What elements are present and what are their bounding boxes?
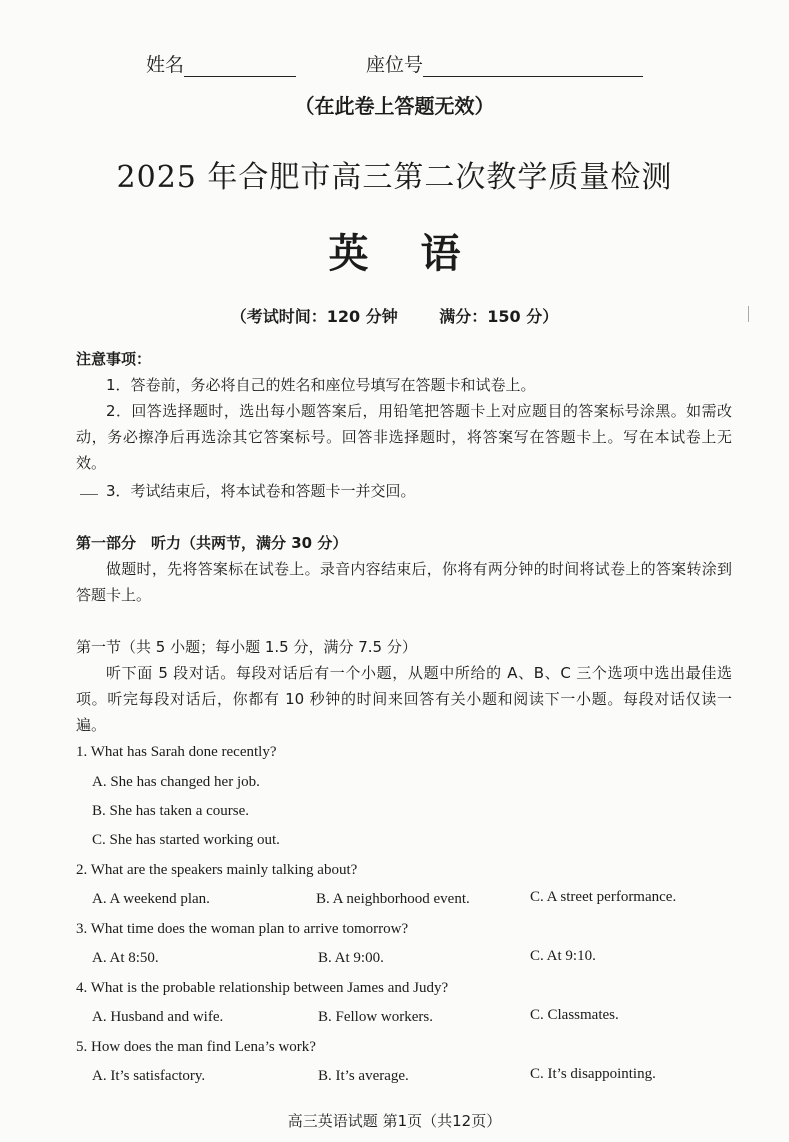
question-4-option-b: B. Fellow workers. xyxy=(318,1009,433,1025)
question-3-option-b: B. At 9:00. xyxy=(318,950,384,966)
question-4-stem: 4. What is the probable relationship between James and Judy? xyxy=(76,980,449,996)
question-4-option-c: C. Classmates. xyxy=(530,1007,619,1023)
question-3-option-a: A. At 8:50. xyxy=(92,950,159,966)
question-3-option-c: C. At 9:10. xyxy=(530,948,596,964)
subject-title: 英语 xyxy=(328,231,513,277)
question-2-option-c: C. A street performance. xyxy=(530,889,677,905)
question-3-stem: 3. What time does the woman plan to arrive tomorrow? xyxy=(76,921,409,937)
name-label: 姓名 xyxy=(145,54,184,76)
question-2-option-a: A. A weekend plan. xyxy=(92,891,210,907)
question-5-stem: 5. How does the man find Lena’s work? xyxy=(76,1039,316,1055)
question-1-option-c: C. She has started working out. xyxy=(92,832,280,848)
question-1-stem: 1. What has Sarah done recently? xyxy=(76,744,277,760)
student-info-line xyxy=(0,50,789,77)
seat-label: 座位号 xyxy=(366,54,424,76)
exam-time: （考试时间：120 分钟 xyxy=(230,307,398,326)
seat-field[interactable] xyxy=(423,56,643,77)
notice-heading: 注意事项： xyxy=(76,350,152,368)
margin-dash xyxy=(80,494,98,495)
exam-score: 满分：150 分） xyxy=(439,307,559,326)
scan-mark xyxy=(748,306,749,322)
part1-heading: 第一部分 听力（共两节，满分 30 分） xyxy=(76,534,348,552)
question-5-option-c: C. It’s disappointing. xyxy=(530,1066,656,1082)
question-1-option-b: B. She has taken a course. xyxy=(92,803,250,819)
name-field[interactable] xyxy=(184,56,296,77)
notice-item-1: 1．答卷前，务必将自己的姓名和座位号填写在答题卡和试卷上。 xyxy=(106,376,536,394)
invalid-note: （在此卷上答题无效） xyxy=(294,94,495,118)
question-5-option-a: A. It’s satisfactory. xyxy=(92,1068,206,1084)
question-4-option-a: A. Husband and wife. xyxy=(92,1009,224,1025)
question-5-option-b: B. It’s average. xyxy=(318,1068,409,1084)
section1-heading: 第一节（共 5 小题；每小题 1.5 分，满分 7.5 分） xyxy=(76,638,417,656)
section1-instruction: 听下面 5 段对话。每段对话后有一个小题，从题中所给的 A、B、C 三个选项中选出最佳选项。听完每段对话后，你都有 10 秒钟的时间来回答有关小题和阅读下一小题。每段对话仅读一遍。 xyxy=(76,664,732,734)
exam-info xyxy=(0,304,789,327)
exam-title: 2025 年合肥市高三第二次教学质量检测 xyxy=(116,160,673,195)
question-2-option-b: B. A neighborhood event. xyxy=(316,891,470,907)
question-2-stem: 2. What are the speakers mainly talking about? xyxy=(76,862,358,878)
part1-instruction: 做题时，先将答案标在试卷上。录音内容结束后，你将有两分钟的时间将试卷上的答案转涂到答题卡上。 xyxy=(76,560,732,604)
notice-item-2: 2．回答选择题时，选出每小题答案后，用铅笔把答题卡上对应题目的答案标号涂黑。如需改动，务必擦净后再选涂其它答案标号。回答非选择题时，将答案写在答题卡上。写在本试卷上无效。 xyxy=(76,402,732,472)
page-footer: 高三英语试题 第1页（共12页） xyxy=(287,1112,502,1130)
notice-item-3: 3．考试结束后，将本试卷和答题卡一并交回。 xyxy=(106,482,416,500)
question-1-option-a: A. She has changed her job. xyxy=(92,774,260,790)
